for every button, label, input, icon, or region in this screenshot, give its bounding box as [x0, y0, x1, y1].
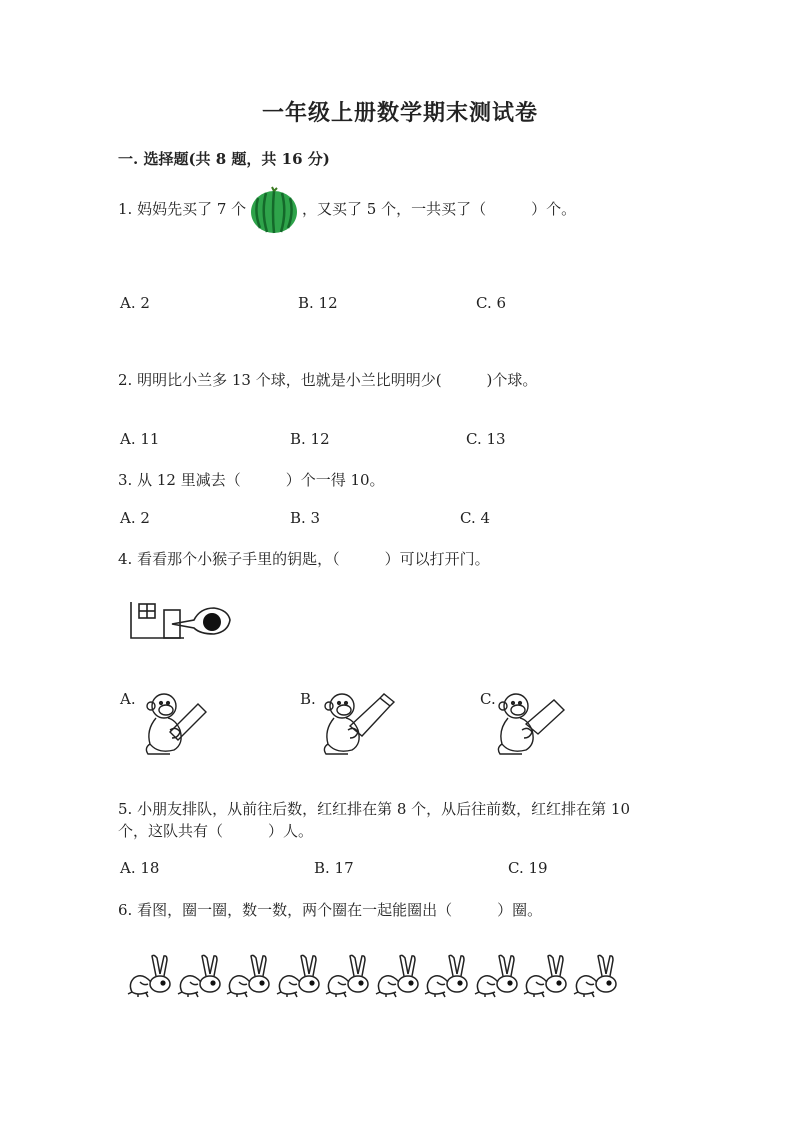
q3-option-c: C. 4 — [460, 509, 491, 527]
rabbit-icon — [572, 952, 620, 998]
question-5-line-2: 个，这队共有（ ）人。 — [118, 822, 314, 840]
rabbit-icon — [176, 952, 224, 998]
q1-option-c: C. 6 — [476, 294, 507, 312]
rabbit-row — [126, 952, 626, 998]
monkey-key-icon — [140, 686, 224, 758]
q5-option-b: B. 17 — [314, 859, 354, 877]
rabbit-icon — [275, 952, 323, 998]
rabbit-icon — [225, 952, 273, 998]
rabbit-icon — [423, 952, 471, 998]
q3-option-a: A. 2 — [120, 509, 150, 527]
q2-option-a: A. 11 — [120, 430, 160, 448]
q3-option-b: B. 3 — [290, 509, 321, 527]
monkey-key-icon — [318, 686, 402, 758]
rabbit-icon — [324, 952, 372, 998]
q1-option-b: B. 12 — [298, 294, 338, 312]
q5-option-c: C. 19 — [508, 859, 548, 877]
q2-option-b: B. 12 — [290, 430, 330, 448]
question-1-text-before: 1. 妈妈先买了 7 个 — [118, 200, 247, 218]
question-5-line-1: 5. 小朋友排队，从前往后数，红红排在第 8 个，从后往前数，红红排在第 10 — [118, 800, 631, 818]
q4-option-a: A. — [120, 690, 136, 708]
rabbit-icon — [374, 952, 422, 998]
rabbit-icon — [473, 952, 521, 998]
question-2-text: 2. 明明比小兰多 13 个球，也就是小兰比明明少( )个球。 — [118, 371, 538, 389]
keyhole-lock-icon — [128, 600, 234, 642]
monkey-key-icon — [492, 686, 576, 758]
q2-option-c: C. 13 — [466, 430, 506, 448]
rabbit-icon — [126, 952, 174, 998]
q1-option-a: A. 2 — [120, 294, 150, 312]
watermelon-icon — [248, 186, 300, 236]
q4-option-b: B. — [300, 690, 316, 708]
question-3-text: 3. 从 12 里减去（ ）个一得 10。 — [118, 471, 385, 489]
section-heading: 一. 选择题(共 8 题，共 16 分) — [118, 150, 330, 168]
q4-option-c: C. — [480, 690, 496, 708]
question-1-text-after: ，又买了 5 个，一共买了（ ）个。 — [302, 200, 577, 218]
rabbit-icon — [522, 952, 570, 998]
question-4-text: 4. 看看那个小猴子手里的钥匙，（ ）可以打开门。 — [118, 550, 490, 568]
question-6-text: 6. 看图，圈一圈，数一数，两个圈在一起能圈出（ ）圈。 — [118, 901, 543, 919]
q5-option-a: A. 18 — [120, 859, 160, 877]
page-title: 一年级上册数学期末测试卷 — [261, 100, 538, 126]
